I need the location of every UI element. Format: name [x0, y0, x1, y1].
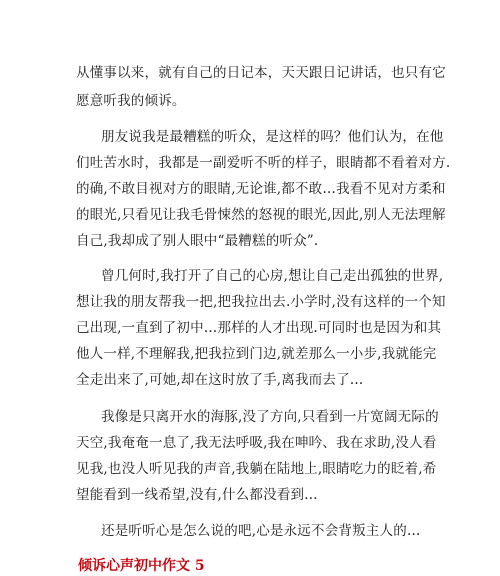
paragraph-4-line-3: 见我,也没人听见我的声音,我躺在陆地上,眼睛吃力的眨着,希 — [76, 461, 437, 477]
next-section-heading: 倾诉心声初中作文 5 — [78, 558, 205, 574]
paragraph-1-line-2: 愿意听我的倾诉。 — [76, 93, 186, 109]
paragraph-2-line-1: 朋友说我是最糟糕的听众，是这样的吗？他们认为，在他 — [101, 129, 444, 145]
paragraph-4-line-1: 我像是只离开水的海豚,没了方向,只看到一片宽阔无际的 — [101, 409, 439, 425]
paragraph-3-line-2: 想让我的朋友帮我一把,把我拉出去.小学时,没有这样的一个知 — [76, 294, 446, 310]
paragraph-3-line-1: 曾几何时,我打开了自己的心房,想让自己走出孤独的世界, — [101, 268, 444, 284]
paragraph-2-line-5: 自己,我却成了别人眼中“最糟糕的听众”. — [76, 233, 319, 249]
paragraph-5-line-1: 还是听听心是怎么说的吧,心是永远不会背叛主人的… — [101, 523, 421, 539]
paragraph-3-line-5: 全走出来了,可她,却在这时放了手,离我而去了… — [76, 372, 364, 388]
paragraph-3-line-4: 他人一样,不理解我,把我拉到门边,就差那么一小步,我就能完 — [76, 346, 437, 362]
paragraph-2-line-3: 的确,不敢目视对方的眼睛,无论谁,都不敢…我看不见对方柔和 — [76, 181, 446, 197]
paragraph-3-line-3: 己出现,一直到了初中…那样的人才出现.可同时也是因为和其 — [76, 320, 442, 336]
paragraph-1-line-1: 从懂事以来，就有自己的日记本，天天跟日记讲话，也只有它 — [76, 65, 446, 81]
paragraph-2-line-2: 们吐苦水时，我都是一副爱听不听的样子，眼睛都不看着对方. — [76, 155, 451, 171]
paragraph-4-line-2: 天空,我奄奄一息了,我无法呼吸,我在呻吟、我在求助,没人看 — [76, 435, 437, 451]
paragraph-4-line-4: 望能看到一线希望,没有,什么都没看到… — [76, 487, 318, 503]
paragraph-2-line-4: 的眼光,只看见让我毛骨悚然的怒视的眼光,因此,别人无法理解 — [76, 207, 446, 223]
